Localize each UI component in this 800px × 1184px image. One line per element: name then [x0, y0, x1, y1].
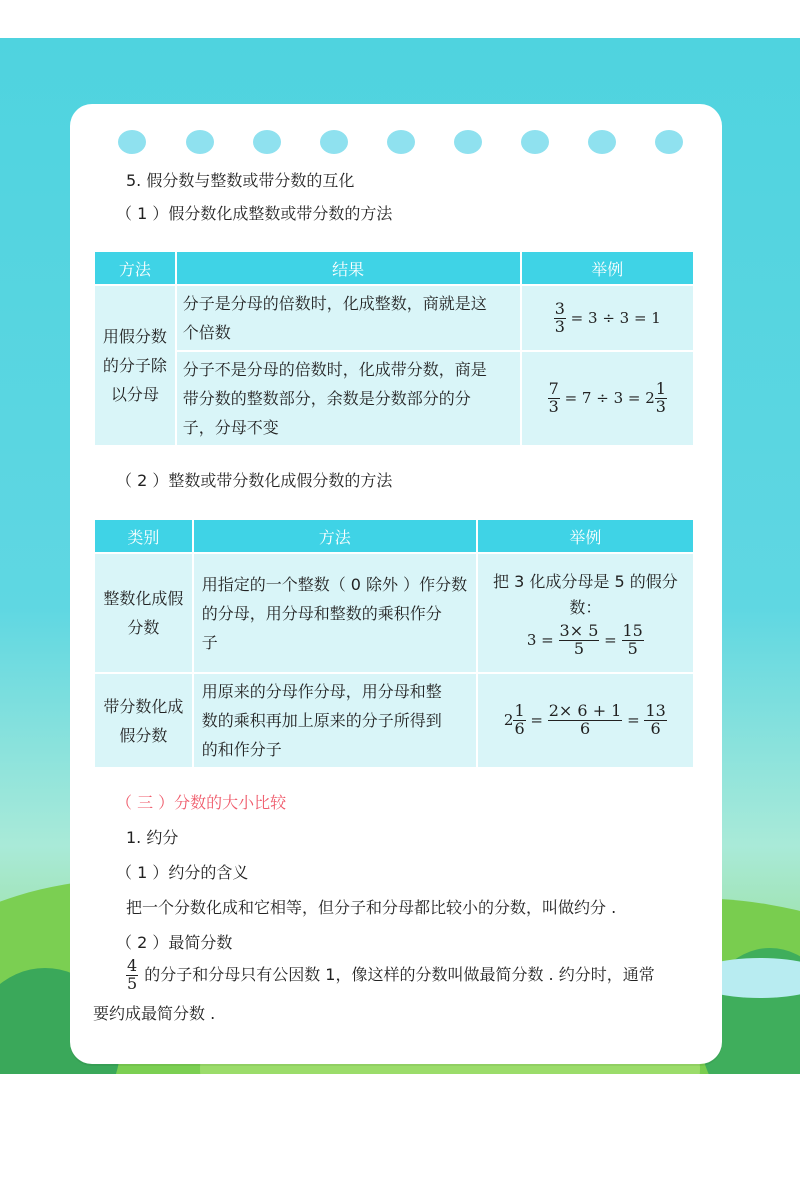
- result-line: 分子是分母的倍数时，化成整数，商就是这: [182, 294, 487, 313]
- method-cell: [193, 553, 477, 673]
- table-improper-to-mixed: [93, 250, 695, 447]
- method-line: 以分母: [110, 385, 159, 404]
- fraction: $\frac{1}{3}$: [655, 379, 666, 416]
- binder-ring-icon: [387, 130, 415, 154]
- section-3-sub2: （ 2 ）最简分数: [116, 933, 233, 952]
- method-cell: [193, 673, 477, 768]
- fraction: $\frac{15}{5}$: [622, 620, 643, 658]
- section-5-title: 5. 假分数与整数或带分数的互化: [126, 171, 355, 190]
- section-3-sub1: （ 1 ）约分的含义: [116, 863, 249, 882]
- equals-sign: =: [599, 630, 622, 649]
- example-expression: = 3 ÷ 3 = 1: [565, 308, 661, 327]
- equals-sign: =: [622, 711, 645, 729]
- binder-ring-icon: [521, 130, 549, 154]
- binder-ring-icon: [454, 130, 482, 154]
- section-5-sub1: （ 1 ）假分数化成整数或带分数的方法: [116, 204, 393, 223]
- table-row: [94, 351, 694, 446]
- example-expression: = 7 ÷ 3 = 2: [559, 389, 655, 407]
- fraction: $\frac{1}{6}$: [514, 701, 525, 738]
- section-5-sub2: （ 2 ）整数或带分数化成假分数的方法: [116, 471, 393, 490]
- binder-ring-icon: [253, 130, 281, 154]
- category-line: 假分数: [119, 725, 168, 745]
- table-row: [94, 553, 694, 673]
- example-cell: [477, 553, 694, 673]
- fraction: $\frac{3\times 5}{5}$: [559, 620, 599, 658]
- section-3-title: （ 三 ）分数的大小比较: [116, 793, 287, 812]
- fraction: $\frac{13}{6}$: [645, 701, 666, 738]
- result-line: 个倍数: [182, 323, 231, 342]
- method-line: 用假分数: [102, 327, 167, 346]
- example-math: [478, 620, 693, 658]
- section-3-item1: 1. 约分: [126, 828, 179, 847]
- category-line: 分数: [127, 618, 160, 637]
- table-header-cell: 方法: [94, 251, 176, 285]
- category-line: 整数化成假: [103, 589, 184, 608]
- method-line: 子: [201, 632, 218, 652]
- result-line: 带分数的整数部分，余数是分数部分的分: [182, 389, 471, 408]
- binder-ring-icon: [588, 130, 616, 154]
- table-header-row: [94, 251, 694, 285]
- method-cell: [94, 285, 176, 446]
- example-cell: [521, 351, 694, 446]
- binder-ring-icon: [320, 130, 348, 154]
- method-line: 的分母，用分母和整数的乘积作分: [201, 603, 442, 623]
- category-line: 带分数化成: [103, 696, 184, 716]
- fraction: $\frac{2\times 6 + 1}{6}$: [548, 701, 622, 738]
- table-header-row: [94, 519, 694, 553]
- equals-sign: =: [525, 711, 548, 729]
- example-text-line: 数：: [569, 597, 602, 617]
- mixed-whole: 2: [503, 711, 514, 729]
- binder-ring-icon: [655, 130, 683, 154]
- table-row: [94, 673, 694, 768]
- category-cell: [94, 673, 193, 768]
- method-line: 的和作分子: [201, 740, 282, 759]
- table-to-improper: [93, 518, 695, 769]
- category-cell: [94, 553, 193, 673]
- section-3-sub2-paragraph: [126, 958, 655, 993]
- method-line: 数的乘积再加上原来的分子所得到: [201, 711, 442, 730]
- example-text-line: 把 3 化成分母是 5 的假分: [493, 571, 678, 591]
- table-header-cell: 类别: [94, 519, 193, 553]
- result-line: 分子不是分母的倍数时，化成带分数，商是: [182, 360, 487, 379]
- section-3-sub1-text: 把一个分数化成和它相等，但分子和分母都比较小的分数，叫做约分 .: [126, 898, 617, 917]
- method-line: 的分子除: [102, 356, 167, 375]
- fraction: $\frac{3}{3}$: [554, 298, 565, 336]
- example-cell: [477, 673, 694, 768]
- section-3-sub2-text-b: 要约成最简分数 .: [93, 1004, 216, 1023]
- binder-ring-icon: [118, 130, 146, 154]
- table-header-cell: 结果: [176, 251, 521, 285]
- result-cell: [176, 351, 521, 446]
- binder-ring-icon: [186, 130, 214, 154]
- table-header-cell: 方法: [193, 519, 477, 553]
- result-cell: [176, 285, 521, 351]
- method-line: 用指定的一个整数（ 0 除外 ）作分数: [201, 574, 468, 594]
- fraction: $\frac{4}{5}$: [127, 956, 138, 993]
- method-line: 用原来的分母作分母，用分母和整: [201, 682, 442, 701]
- example-cell: [521, 285, 694, 351]
- result-line: 子，分母不变: [182, 418, 279, 437]
- example-expression: 3 =: [526, 630, 559, 649]
- table-header-cell: 举例: [477, 519, 694, 553]
- table-row: [94, 285, 694, 351]
- sub2-text: 的分子和分母只有公因数 1，像这样的分数叫做最简分数 . 约分时，通常: [144, 965, 655, 985]
- table-header-cell: 举例: [521, 251, 694, 285]
- fraction: $\frac{7}{3}$: [548, 379, 559, 416]
